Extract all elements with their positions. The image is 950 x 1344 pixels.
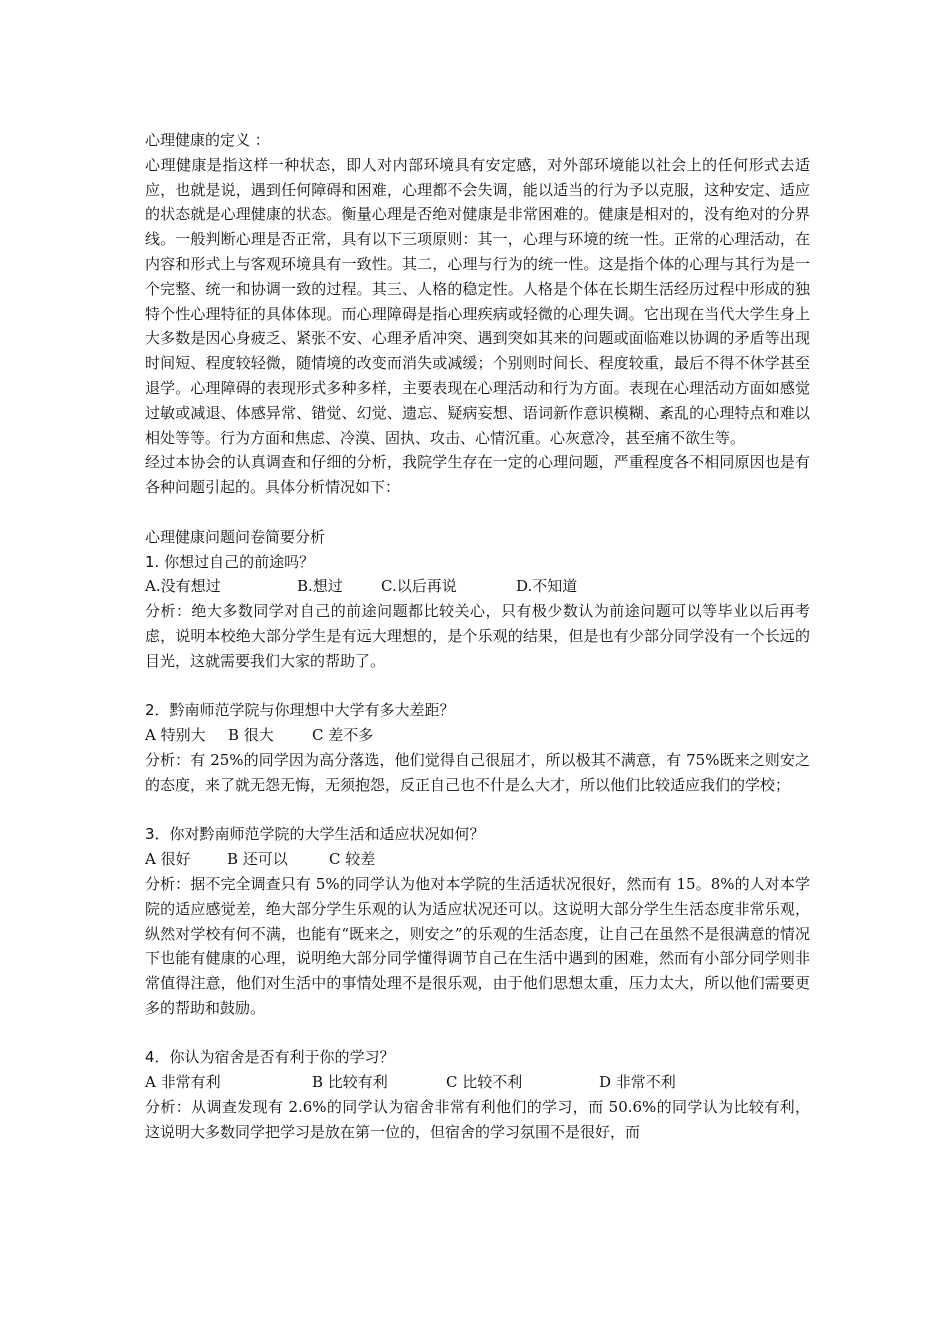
question-1-analysis: 分析：绝大多数同学对自己的前途问题都比较关心，只有极少数认为前途问题可以等毕业以后再考虑，说明本校绝大部分学生是有远大理想的，是个乐观的结果，但是也有少部分同学没有一个长远的目光，这就需要我们大家的帮助了。 <box>145 602 810 670</box>
q4-option-a: A 非常有利 <box>145 1073 221 1092</box>
q4-option-b: B 比较有利 <box>312 1073 388 1092</box>
question-4-text: ．你认为宿舍是否有利于你的学习？ <box>154 1048 395 1067</box>
definition-heading: 心理健康的定义 ： <box>145 131 270 149</box>
question-3-analysis: 分析：据不完全调查只有 5%的同学认为他对本学院的生活适状况很好，然而有 15。8%的人对本学院的适应感觉差，绝大部分学生乐观的认为适应状况还可以。这说明大部分学生生活态度非常乐观，纵然对学校有何不满，也能有“既来之，则安之”的乐观的生活态度，让自己在虽然不是很满意的情况下也能有健康的心理，说明绝大部分同学懂得调节自己在生活中遇到的困难，然而有小部分同学则非常值得注意，他们对生活中的事情处理不是很乐观，由于他们思想太重，压力太大，所以他们需要更多的帮助和鼓励。 <box>145 874 810 1017</box>
q2-option-a: A 特别大 <box>145 726 206 745</box>
spacer <box>145 500 810 525</box>
question-2-text: ．黔南师范学院与你理想中大学有多大差距？ <box>154 701 455 720</box>
question-2-number: 2 <box>145 701 155 720</box>
question-4-analysis: 分析：从调查发现有 2.6%的同学认为宿舍非常有利他们的学习，而 50.6%的同学认为比较有利，这说明大多数同学把学习是放在第一位的，但宿舍的学习氛围不是很好，而 <box>145 1098 810 1141</box>
question-2-analysis: 分析：有 25%的同学因为高分落选，他们觉得自己很屈才，所以极其不满意，有 75%既来之则安之的态度，来了就无怨无悔，无须抱怨，反正自己也不什是么大才，所以他们比较适应我们的学校； <box>145 750 810 794</box>
survey-title: 心理健康问题问卷简要分析 <box>145 527 326 546</box>
question-1 <box>145 550 810 575</box>
question-4-options <box>145 1070 810 1095</box>
question-2 <box>145 698 810 723</box>
q3-option-c: C 较差 <box>329 850 376 869</box>
question-4 <box>145 1045 810 1070</box>
definition-paragraph: 心理健康是指这样一种状态，即人对内部环境具有安定感，对外部环境能以社会上的任何形式去适应，也就是说，遇到任何障碍和困难，心理都不会失调，能以适当的行为予以克服，这种安定、适应的状态就是心理健康的状态。衡量心理是否绝对健康是非常困难的。健康是相对的，没有绝对的分界线。一般判断心理是否正常，具有以下三项原则：其一，心理与环境的统一性。正常的心理活动，在内容和形式上与客观环境具有一致性。其二，心理与行为的统一性。这是指个体的心理与其行为是一个完整、统一和协调一致的过程。其三、人格的稳定性。人格是个体在长期生活经历过程中形成的独特个性心理特征的具体体现。而心理障碍是指心理疾病或轻微的心理失调。它出现在当代大学生身上大多数是因心身疲乏、紧张不安、心理矛盾冲突、遇到突如其来的问题或面临难以协调的矛盾等出现时间短、程度较轻微，随情境的改变而消失或减缓；个别则时间长、程度较重，最后不得不休学甚至退学。心理障碍的表现形式多种多样，主要表现在心理活动和行为方面。表现在心理活动方面如感觉过敏或减退、体感异常、错觉、幻觉、遗忘、疑病妄想、语词新作意识模糊、紊乱的心理特点和难以相处等等。行为方面和焦虑、冷漠、固执、攻击、心情沉重。心灰意冷，甚至痛不欲生等。 <box>145 155 810 447</box>
q1-option-c: C.以后再说 <box>381 577 457 596</box>
q3-option-a: A 很好 <box>145 850 191 869</box>
spacer <box>145 674 810 699</box>
question-3 <box>145 822 810 847</box>
q1-option-a: A.没有想过 <box>145 577 221 596</box>
question-3-number: 3 <box>145 825 155 844</box>
q4-option-c: C 比较不利 <box>446 1073 523 1092</box>
q2-option-b: B 很大 <box>228 726 274 745</box>
question-4-number: 4 <box>145 1048 155 1067</box>
question-3-text: ．你对黔南师范学院的大学生活和适应状况如何？ <box>154 825 485 844</box>
document-page <box>145 128 810 1145</box>
question-1-number: 1. <box>145 552 160 571</box>
question-1-options <box>145 574 810 599</box>
spacer <box>145 1021 810 1046</box>
question-2-options <box>145 723 810 748</box>
question-1-text: 你想过自己的前途吗？ <box>159 552 315 571</box>
question-3-options <box>145 847 810 872</box>
investigation-paragraph: 经过本协会的认真调查和仔细的分析，我院学生存在一定的心理问题，严重程度各不相同原因也是有各种问题引起的。具体分析情况如下： <box>145 453 810 497</box>
q2-option-c: C 差不多 <box>312 726 374 745</box>
q1-option-b: B.想过 <box>297 577 343 596</box>
spacer <box>145 798 810 823</box>
q1-option-d: D.不知道 <box>516 577 578 596</box>
q4-option-d: D 非常不利 <box>599 1073 676 1092</box>
q3-option-b: B 还可以 <box>227 850 288 869</box>
